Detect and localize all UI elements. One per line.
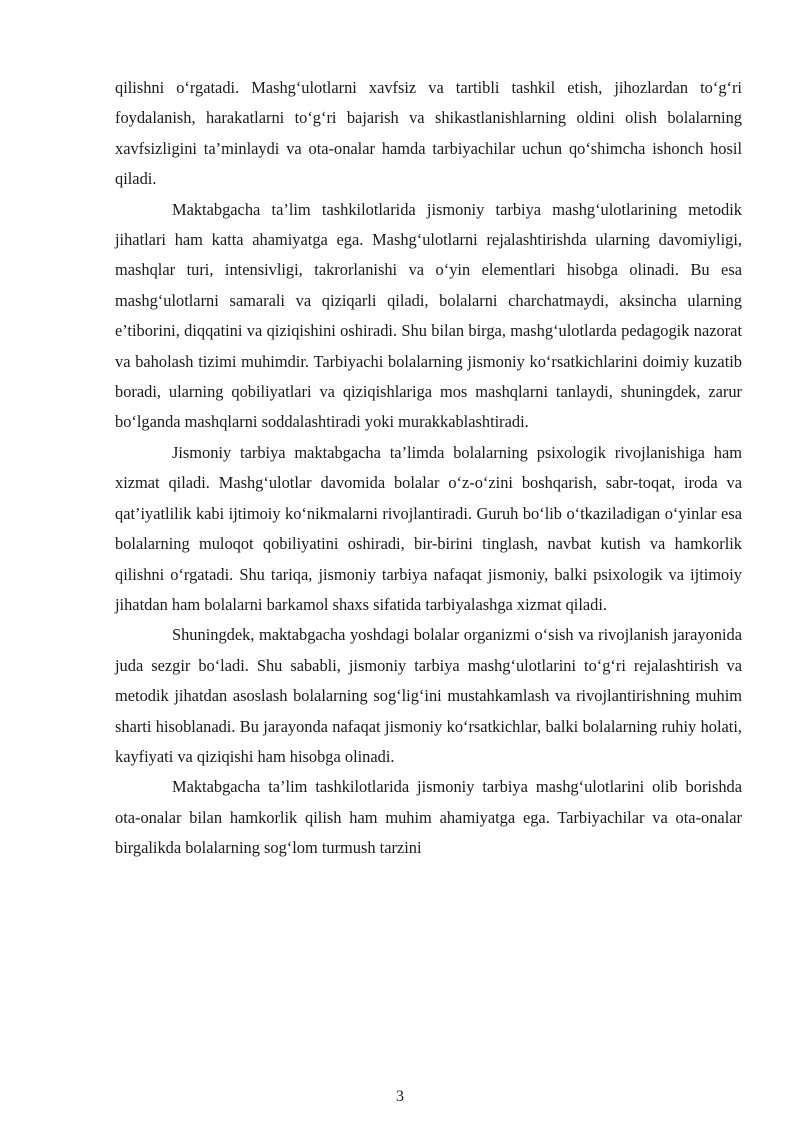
paragraph: Shuningdek, maktabgacha yoshdagi bolalar organizmi o‘sish va rivojlanish jarayonida juda sezgir bo‘ladi. Shu sababli, jismoniy tarbiya mashg‘ulotlarini to‘g‘ri rejalashtirish va metodik jihatdan asoslash bolalarning sog‘lig‘ini mustahkamlash va rivojlantirishning muhim sharti hisoblanadi. Bu jarayonda nafaqat jismoniy ko‘rsatkichlar, balki bolalarning ruhiy holati, kayfiyati va qiziqishi ham hisobga olinadi. [115,625,742,766]
paragraph: Maktabgacha ta’lim tashkilotlarida jismoniy tarbiya mashg‘ulotlarining metodik jihatlari ham katta ahamiyatga ega. Mashg‘ulotlarni rejalashtirishda ularning davomiyligi, mashqlar turi, intensivligi, takrorlanishi va o‘yin elementlari hisobga olinadi. Bu esa mashg‘ulotlarni samarali va qiziqarli qiladi, bolalarni charchatmaydi, aksincha ularning e’tiborini, diqqatini va qiziqishini oshiradi. Shu bilan birga, mashg‘ulotlarda pedagogik nazorat va baholash tizimi muhimdir. Tarbiyachi bolalarning jismoniy ko‘rsatkichlarini doimiy kuzatib boradi, ularning qobiliyatlari va qiziqishlariga mos mashqlarni tanlaydi, shuningdek, zarur bo‘lganda mashqlarni soddalashtiradi yoki murakkablashtiradi. [115,199,742,432]
paragraph: Maktabgacha ta’lim tashkilotlarida jismoniy tarbiya mashg‘ulotlarini olib borishda ota-onalar bilan hamkorlik qilish ham muhim ahamiyatga ega. Tarbiyachilar va ota-onalar birgalikda bolalarning sog‘lom turmush tarzini [115,777,742,858]
page-number: 3 [396,1088,404,1105]
body-text [115,73,742,864]
paragraph: qilishni o‘rgatadi. Mashg‘ulotlarni xavfsiz va tartibli tashkil etish, jihozlardan to‘g‘ri foydalanish, harakatlarni to‘g‘ri bajarish va shikastlanishlarning oldini olish bolalarning xavfsizligini ta’minlaydi va ota-onalar hamda tarbiyachilar uchun qo‘shimcha ishonch hosil qiladi. [115,78,742,189]
paragraph: Jismoniy tarbiya maktabgacha ta’limda bolalarning psixologik rivojlanishiga ham xizmat qiladi. Mashg‘ulotlar davomida bolalar o‘z-o‘zini boshqarish, sabr-toqat, iroda va qat’iyatlilik kabi ijtimoiy ko‘nikmalarni rivojlantiradi. Guruh bo‘lib o‘tkaziladigan o‘yinlar esa bolalarning muloqot qobiliyatini oshiradi, bir-birini tinglash, navbat kutish va hamkorlik qilishni o‘rgatadi. Shu tariqa, jismoniy tarbiya nafaqat jismoniy, balki psixologik va ijtimoiy jihatdan ham bolalarni barkamol shaxs sifatida tarbiyalashga xizmat qiladi. [115,442,742,614]
